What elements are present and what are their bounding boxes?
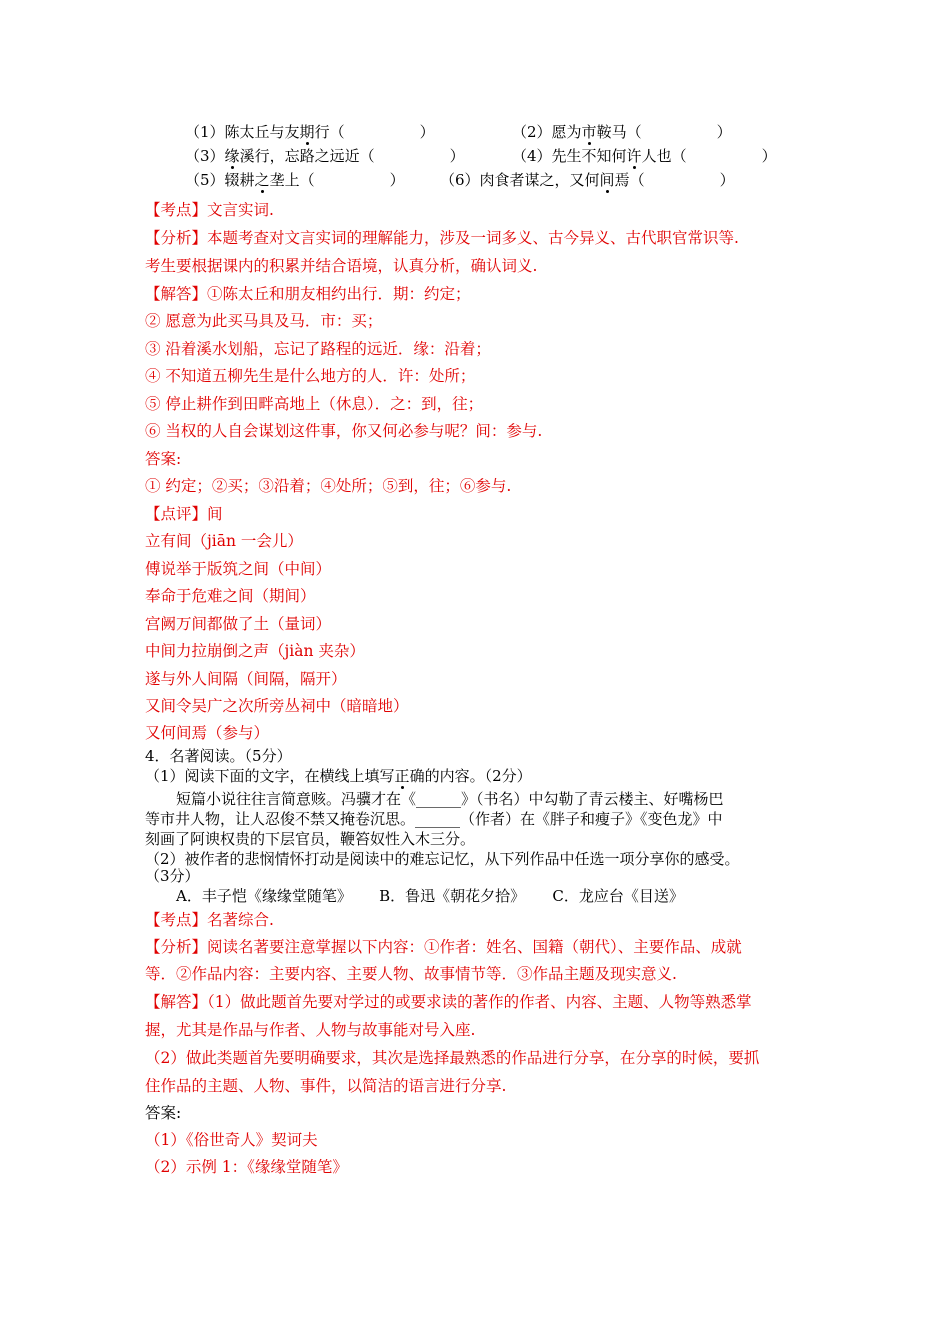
question-4-paragraph: 刻画了阿谀权贵的下层官员，鞭笞奴性入木三分。: [145, 830, 476, 848]
jieda-text: ⑥ 当权的人自会谋划这件事，你又何必参与呢？间：参与.: [145, 422, 543, 440]
question-item: （6）肉食者谋之，又何间焉（ ）: [440, 171, 735, 189]
question-item: （3）缘溪行，忘路之远近（ ）: [185, 147, 465, 165]
emphasis-char: 间: [599, 171, 615, 189]
fenxi-text: 等．②作品内容：主要内容、主要人物、故事情节等．③作品主题及现实意义.: [145, 965, 677, 983]
kaodian-label: 【考点】文言实词.: [145, 201, 274, 219]
daan-label: 答案:: [145, 1104, 182, 1122]
jian-item: 宫阙万间都做了土（量词）: [145, 615, 332, 633]
question-4-options: A．丰子恺《缘缘堂随笔》 B．鲁迅《朝花夕拾》 C．龙应台《目送》: [176, 887, 684, 905]
jieda-text: ③ 沿着溪水划船，忘记了路程的远近．缘：沿着；: [145, 340, 491, 358]
question-item: （1）陈太丘与友期行（ ）: [185, 123, 435, 141]
daan-text: （2）示例 1：《缘缘堂随笔》: [145, 1158, 348, 1176]
jian-item: 遂与外人间隔（间隔，隔开）: [145, 670, 347, 688]
question-4-sub1: （1）阅读下面的文字，在横线上填写正确的内容。（2分）: [145, 767, 532, 785]
daan-label: 答案:: [145, 450, 182, 468]
fenxi-text: 【分析】本题考查对文言实词的理解能力，涉及一词多义、古今异义、古代职官常识等.: [145, 229, 739, 247]
fenxi-text: 考生要根据课内的积累并结合语境，认真分析，确认词义.: [145, 257, 538, 275]
jieda-text: （2）做此类题首先要明确要求，其次是选择最熟悉的作品进行分享，在分享的时候，要抓: [145, 1049, 760, 1067]
jieda-text: 住作品的主题、人物、事件，以简洁的语言进行分享.: [145, 1077, 507, 1095]
kaodian-label: 【考点】名著综合.: [145, 911, 274, 929]
dianping-label: 【点评】间: [145, 505, 223, 523]
jieda-text: 【解答】（1）做此题首先要对学过的或要求读的著作的作者、内容、主题、人物等熟悉掌: [145, 993, 752, 1011]
jian-item: 又间令吴广之次所旁丛祠中（暗暗地）: [145, 697, 409, 715]
jian-item: 中间力拉崩倒之声（jiàn 夹杂）: [145, 642, 365, 660]
daan-text: （1）《俗世奇人》契诃夫: [145, 1131, 318, 1149]
jieda-text: ④ 不知道五柳先生是什么地方的人．许：处所；: [145, 367, 476, 385]
jian-item: 傅说举于版筑之间（中间）: [145, 560, 332, 578]
question-item: （5）辍耕之垄上（ ）: [185, 171, 405, 189]
question-4-paragraph: 短篇小说往往言简意赅。冯骥才在《______》（书名）中勾勒了青云楼主、好嘴杨巴: [176, 790, 724, 808]
jian-item: 又何间焉（参与）: [145, 724, 270, 742]
emphasis-char: 许: [626, 147, 642, 165]
daan-text: ① 约定；②买；③沿着；④处所；⑤到，往；⑥参与.: [145, 477, 512, 495]
jieda-text: 握，尤其是作品与作者、人物与故事能对号入座.: [145, 1021, 476, 1039]
fenxi-text: 【分析】阅读名著要注意掌握以下内容：①作者：姓名、国籍（朝代）、主要作品、成就: [145, 938, 742, 956]
question-item: （2）愿为市鞍马（ ）: [512, 123, 732, 141]
question-4-title: 4．名著阅读。（5分）: [145, 747, 292, 765]
jieda-text: 【解答】①陈太丘和朋友相约出行．期：约定；: [145, 285, 471, 303]
emphasis-char: 期: [299, 123, 315, 141]
emphasis-char: 正: [394, 767, 410, 785]
jian-item: 立有间（jiān 一会儿）: [145, 532, 303, 550]
jian-item: 奉命于危难之间（期间）: [145, 587, 316, 605]
jieda-text: ⑤ 停止耕作到田畔高地上（休息）．之：到，往；: [145, 395, 484, 413]
question-item: （4）先生不知何许人也（ ）: [512, 147, 777, 165]
question-4-paragraph: 等市井人物，让人忍俊不禁又掩卷沉思。______（作者）在《胖子和瘦子》《变色龙》中: [145, 810, 723, 828]
emphasis-char: 之: [254, 171, 270, 189]
emphasis-char: 缘: [224, 147, 240, 165]
question-4-sub2: （2）被作者的悲悯情怀打动是阅读中的难忘记忆，从下列作品中任选一项分享你的感受。: [145, 850, 740, 868]
jieda-text: ② 愿意为此买马具及马．市：买；: [145, 312, 383, 330]
question-4-sub2: （3分）: [145, 867, 200, 885]
emphasis-char: 市: [581, 123, 597, 141]
